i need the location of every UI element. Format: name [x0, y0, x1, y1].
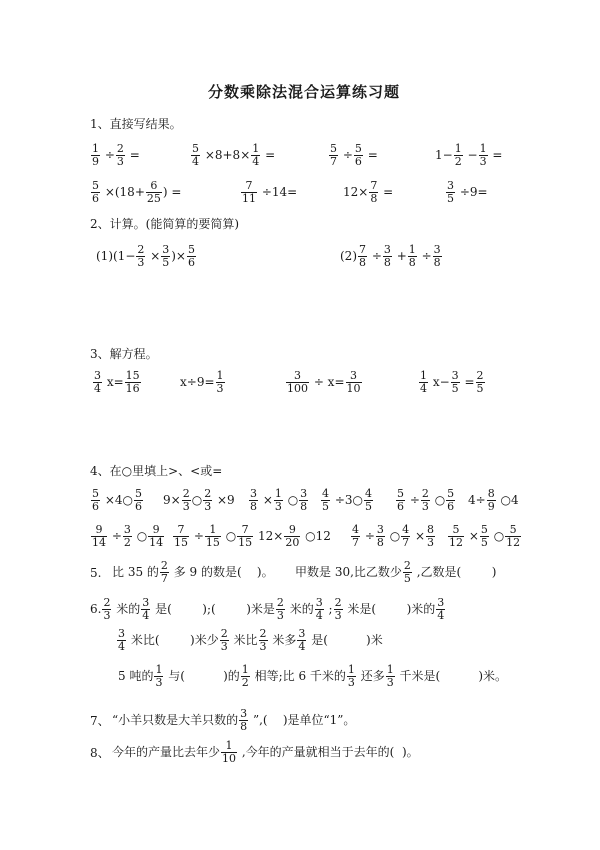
s1-item-4 [435, 143, 502, 167]
s4-compare-10 [350, 524, 436, 548]
expression-text: ×4○ [101, 493, 133, 508]
fraction: $\frac{3}{8}$ [250, 487, 257, 513]
expression-text: )× [171, 249, 186, 264]
section-8-label: 8、 [90, 746, 110, 760]
fraction: $\frac{2}{5}$ [476, 369, 484, 395]
fraction: $\frac{3}{4}$ [142, 596, 150, 622]
expression-text: ÷ [368, 249, 382, 264]
expression-text: × [465, 529, 479, 544]
expression-text: ) = [162, 185, 182, 200]
fraction: $\frac{3}{10}$ [346, 369, 361, 395]
fraction: $\frac{3}{8}$ [240, 707, 248, 733]
expression-text: (2) [340, 249, 357, 264]
s4-compare-3 [248, 488, 309, 512]
expression-text: 12× [258, 529, 284, 544]
expression-text: 米比( )米少 [127, 633, 219, 648]
fraction: $\frac{1}{8}$ [408, 243, 416, 269]
expression-text: ×9 [213, 493, 235, 508]
fraction: $\frac{1}{3}$ [216, 369, 224, 395]
expression-text: ÷ [361, 529, 375, 544]
fraction: $\frac{4}{7}$ [402, 523, 410, 549]
s1-item-1 [90, 143, 140, 167]
fraction: $\frac{2}{3}$ [103, 596, 111, 622]
fraction: $\frac{5}{6}$ [188, 243, 195, 269]
expression-text: 与( )的 [164, 669, 240, 684]
expression-text: ÷ [190, 529, 204, 544]
expression-text: ”,( )是单位“1”。 [249, 713, 356, 728]
expression-text: ○ [132, 529, 148, 544]
fraction: $\frac{3}{4}$ [437, 596, 445, 622]
expression-text: 12× [343, 185, 369, 200]
expression-text: 米的 [112, 602, 141, 617]
fraction: $\frac{5}{6}$ [354, 142, 362, 168]
fraction: $\frac{1}{3}$ [274, 487, 282, 513]
fraction: $\frac{6}{25}$ [146, 179, 161, 205]
fraction: $\frac{3}{100}$ [287, 369, 308, 395]
fraction: $\frac{3}{4}$ [118, 627, 125, 653]
fraction: $\frac{7}{8}$ [370, 179, 378, 205]
fraction: $\frac{5}{6}$ [92, 487, 99, 513]
fraction: $\frac{3}{8}$ [300, 487, 308, 513]
s2-problem-1 [96, 244, 197, 268]
s1-item-3 [328, 143, 378, 167]
expression-text: = [488, 148, 503, 163]
fraction: $\frac{2}{7}$ [160, 559, 168, 585]
expression-text: ÷ [339, 148, 353, 163]
fraction: $\frac{2}{3}$ [182, 487, 190, 513]
expression-text: 比 35 的 [112, 565, 159, 580]
fraction: $\frac{1}{3}$ [155, 663, 163, 689]
expression-text: − [463, 148, 478, 163]
expression-text: 1− [435, 148, 453, 163]
s4-compare-6 [468, 488, 519, 512]
fraction: $\frac{3}{5}$ [447, 179, 454, 205]
expression-text: ×(18+ [101, 185, 145, 200]
expression-text: 是( )米 [307, 633, 383, 648]
fraction: $\frac{9}{14}$ [149, 523, 164, 549]
expression-text: 5 吨的 [118, 669, 154, 684]
s4-compare-7 [90, 524, 165, 548]
fraction: $\frac{5}{6}$ [397, 487, 404, 513]
expression-text: x= [103, 375, 124, 390]
fraction: $\frac{1}{4}$ [252, 142, 260, 168]
expression-text: × [146, 249, 161, 264]
fraction: $\frac{1}{2}$ [454, 142, 462, 168]
expression-text: ○ [191, 493, 203, 508]
s3-equation-3 [285, 370, 363, 394]
expression-text: 米的 [285, 602, 314, 617]
fraction: $\frac{1}{2}$ [241, 663, 249, 689]
fraction: $\frac{2}{3}$ [220, 627, 228, 653]
fraction: $\frac{1}{3}$ [347, 663, 355, 689]
expression-text: ÷3○ [331, 493, 363, 508]
expression-text: x− [429, 375, 450, 390]
s4-compare-11 [447, 524, 522, 548]
expression-text: 千米是( )米。 [395, 669, 508, 684]
fraction: $\frac{5}{6}$ [92, 179, 99, 205]
fraction: $\frac{8}{9}$ [487, 487, 495, 513]
expression-text: 米 [229, 633, 246, 648]
expression-text: ; [324, 602, 333, 617]
fraction: $\frac{2}{5}$ [403, 559, 411, 585]
expression-text: = [460, 375, 475, 390]
fraction: $\frac{4}{5}$ [364, 487, 372, 513]
expression-text: ×8+8× [201, 148, 251, 163]
expression-text: × [411, 529, 426, 544]
fraction: $\frac{2}{3}$ [421, 487, 429, 513]
s2-problem-2 [340, 244, 443, 268]
fraction: $\frac{5}{12}$ [506, 523, 521, 549]
section-2-heading: 2、计算。(能简算的要简算) [90, 217, 239, 231]
fraction: $\frac{2}{3}$ [259, 627, 267, 653]
fraction: $\frac{1}{10}$ [222, 739, 237, 765]
fraction: $\frac{5}{4}$ [192, 142, 199, 168]
expression-text: + [392, 249, 407, 264]
expression-text: ,乙数是( ) [412, 565, 497, 580]
expression-text: ,今年的产量就相当于去年的( )。 [238, 745, 419, 760]
fraction: $\frac{1}{9}$ [92, 142, 99, 168]
s4-compare-9 [258, 524, 331, 548]
s8-question [112, 740, 419, 764]
section-7-label: 7、 [90, 714, 110, 728]
fraction: $\frac{4}{5}$ [322, 487, 329, 513]
fraction: $\frac{8}{3}$ [427, 523, 435, 549]
expression-text: ○ [430, 493, 446, 508]
expression-text: ÷ [101, 148, 115, 163]
fraction: $\frac{3}{8}$ [376, 523, 384, 549]
expression-text: x÷9= [180, 375, 215, 390]
fraction: $\frac{1}{3}$ [479, 142, 487, 168]
fraction: $\frac{3}{5}$ [162, 243, 170, 269]
fraction: $\frac{1}{3}$ [386, 663, 394, 689]
section-4-heading: 4、在○里填上>、<或= [90, 464, 223, 478]
s1-item-7 [343, 180, 393, 204]
fraction: $\frac{5}{6}$ [447, 487, 455, 513]
expression-text: ○12 [301, 529, 331, 544]
s3-equation-2 [180, 370, 226, 394]
fraction: $\frac{3}{5}$ [451, 369, 459, 395]
s6-line-2 [116, 628, 383, 652]
fraction: $\frac{3}{4}$ [315, 596, 323, 622]
expression-text: × [259, 493, 273, 508]
fraction: $\frac{1}{15}$ [205, 523, 220, 549]
fraction: $\frac{2}{3}$ [204, 487, 212, 513]
fraction: $\frac{2}{3}$ [276, 596, 284, 622]
fraction: $\frac{9}{14}$ [92, 523, 106, 549]
expression-text: 是( );( )米是 [151, 602, 275, 617]
expression-text: (1)(1− [96, 249, 136, 264]
expression-text: 多 9 的数是( )。 [169, 565, 274, 580]
expression-text: ÷ [417, 249, 432, 264]
s1-item-8 [445, 180, 488, 204]
expression-text: ÷14= [258, 185, 298, 200]
fraction: $\frac{2}{3}$ [116, 142, 124, 168]
s7-question [112, 708, 355, 732]
expression-text: 相等;比 6 千米的 [250, 669, 346, 684]
expression-text: ÷ [108, 529, 122, 544]
page-title: 分数乘除法混合运算练习题 [208, 83, 401, 101]
expression-text: 米多 [268, 633, 297, 648]
expression-text: = [379, 185, 394, 200]
fraction: $\frac{3}{4}$ [94, 369, 101, 395]
expression-text: ○ [385, 529, 401, 544]
fraction: $\frac{3}{8}$ [383, 243, 391, 269]
expression-text: 甲数是 30,比乙数少 [295, 565, 402, 580]
fraction: $\frac{7}{15}$ [174, 523, 188, 549]
fraction: $\frac{7}{8}$ [359, 243, 366, 269]
fraction: $\frac{15}{16}$ [125, 369, 140, 395]
expression-text: 6. [90, 602, 102, 617]
s6-line-3 [118, 664, 507, 688]
fraction: $\frac{3}{8}$ [433, 243, 441, 269]
section-1-heading: 1、直接写结果。 [90, 117, 182, 131]
expression-text: 今年的产量比去年少 [112, 745, 221, 760]
s4-compare-8 [172, 524, 254, 548]
section-3-heading: 3、解方程。 [90, 347, 158, 361]
expression-text: ○ [283, 493, 299, 508]
s4-compare-1 [90, 488, 144, 512]
expression-text: ÷ [406, 493, 420, 508]
fraction: $\frac{3}{2}$ [123, 523, 131, 549]
expression-text: ○ [489, 529, 505, 544]
s5-question-a [112, 560, 274, 584]
fraction: $\frac{3}{4}$ [298, 627, 306, 653]
s1-item-5 [90, 180, 181, 204]
fraction: $\frac{5}{6}$ [134, 487, 142, 513]
expression-text: = [125, 148, 140, 163]
s1-item-2 [190, 143, 275, 167]
s4-compare-2 [163, 488, 235, 512]
fraction: $\frac{4}{7}$ [352, 523, 359, 549]
expression-text: ○4 [496, 493, 519, 508]
fraction: $\frac{2}{3}$ [334, 596, 342, 622]
s3-equation-4 [418, 370, 486, 394]
fraction: $\frac{7}{11}$ [242, 179, 256, 205]
expression-text: = [363, 148, 378, 163]
expression-text: “小羊只数是大羊只数的 [112, 713, 239, 728]
fraction: $\frac{5}{5}$ [480, 523, 488, 549]
expression-text: ○ [221, 529, 237, 544]
s4-compare-5 [395, 488, 456, 512]
fraction: $\frac{5}{12}$ [449, 523, 463, 549]
s5-question-b [295, 560, 496, 584]
fraction: $\frac{5}{7}$ [330, 142, 337, 168]
expression-text: 4÷ [468, 493, 486, 508]
expression-text: ÷ x= [310, 375, 345, 390]
fraction: $\frac{7}{15}$ [238, 523, 253, 549]
expression-text: 还多 [356, 669, 385, 684]
fraction: $\frac{2}{3}$ [137, 243, 145, 269]
s1-item-6 [240, 180, 297, 204]
expression-text: 米是( )米的 [343, 602, 436, 617]
section-5-label: 5. [90, 566, 102, 580]
fraction: $\frac{9}{20}$ [285, 523, 300, 549]
fraction: $\frac{1}{4}$ [420, 369, 427, 395]
s6-line-1 [90, 597, 446, 621]
expression-text: 9× [163, 493, 181, 508]
s3-equation-1 [92, 370, 142, 394]
expression-text: ÷9= [456, 185, 488, 200]
expression-text: 比 [245, 633, 258, 648]
expression-text: = [261, 148, 276, 163]
s4-compare-4 [320, 488, 374, 512]
